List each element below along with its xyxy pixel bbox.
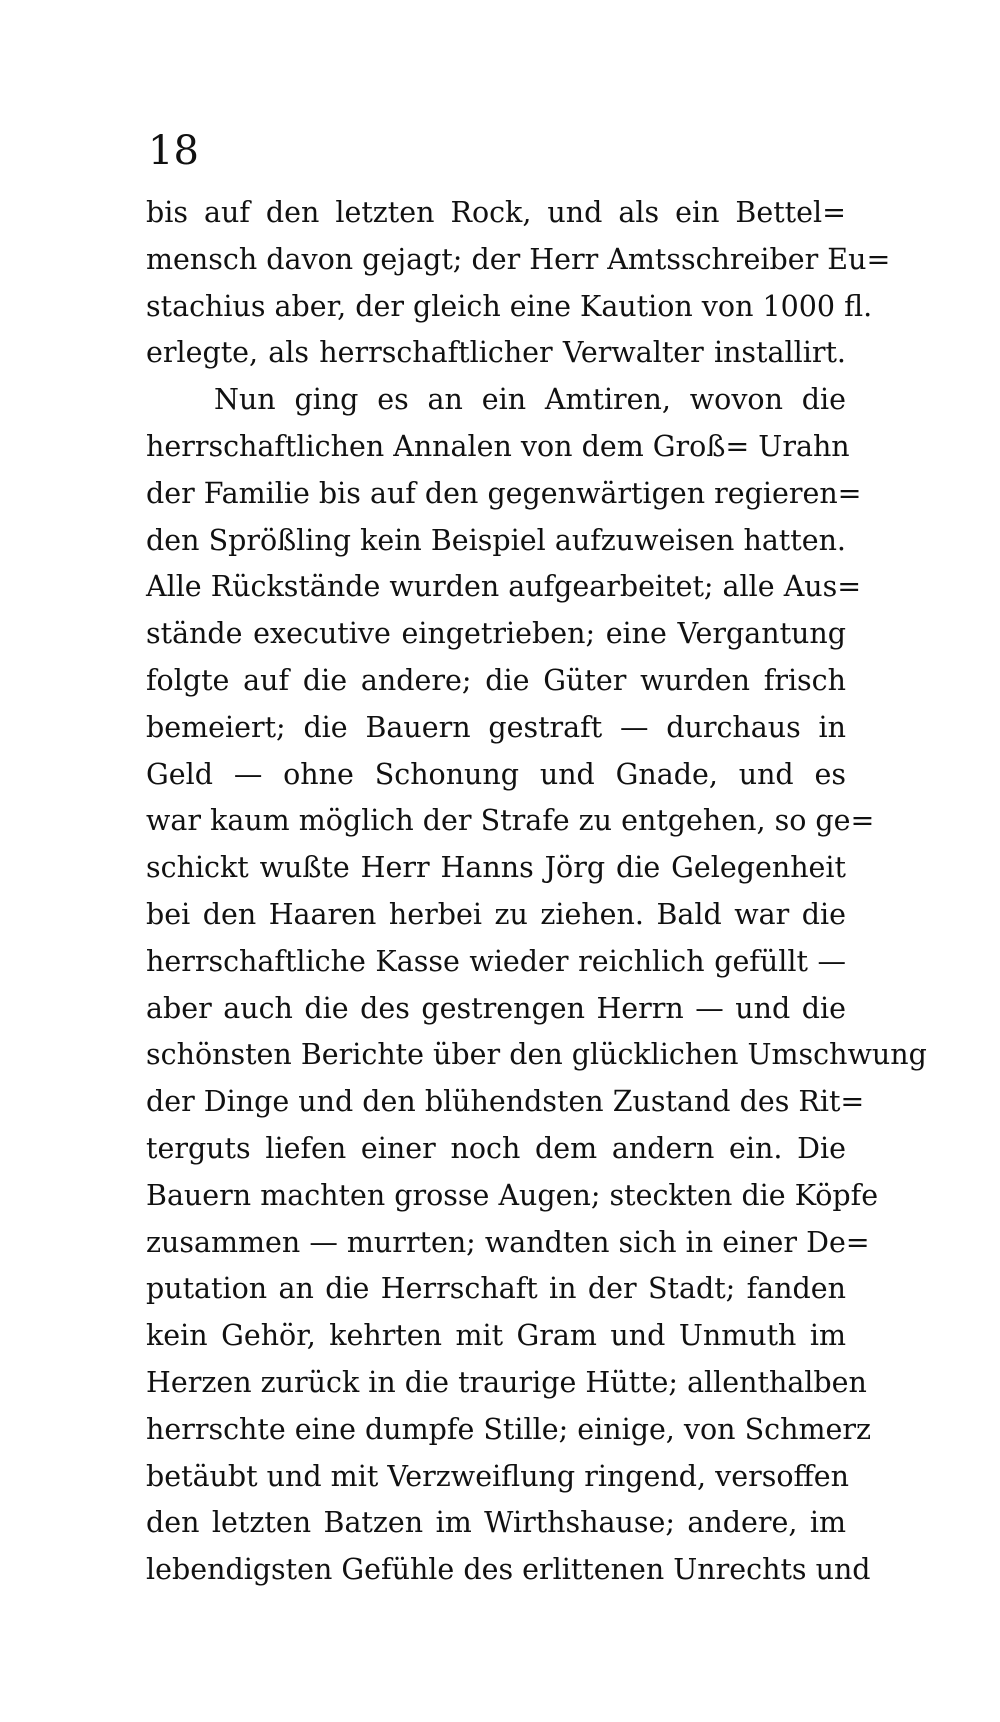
text-line: erlegte, als herrschaftlicher Verwalter installirt. [146, 336, 846, 370]
text-line: aber auch die des gestrengen Herrn — und die [146, 991, 846, 1025]
text-line: den letzten Batzen im Wirthshause; andere, im [146, 1506, 846, 1540]
text-line: Geld — ohne Schonung und Gnade, und es [146, 757, 846, 791]
text-line: herrschaftliche Kasse wieder reichlich gefüllt — [146, 944, 846, 978]
text-line: zusammen — murrten; wandten sich in einer De= [146, 1225, 870, 1259]
text-line: Nun ging es an ein Amtiren, wovon die [214, 383, 846, 417]
text-line: terguts liefen einer noch dem andern ein. Die [146, 1131, 846, 1165]
text-line: stände executive eingetrieben; eine Vergantung [146, 617, 846, 651]
body-text [146, 190, 927, 1594]
text-line: war kaum möglich der Strafe zu entgehen, so ge= [146, 804, 875, 838]
text-line: Bauern machten grosse Augen; steckten die Köpfe [146, 1178, 879, 1212]
text-line: lebendigsten Gefühle des erlittenen Unrechts und [146, 1553, 871, 1587]
page-number: 18 [148, 128, 199, 174]
text-line: Alle Rückstände wurden aufgearbeitet; alle Aus= [146, 570, 862, 604]
text-line: Herzen zurück in die traurige Hütte; allenthalben [146, 1365, 867, 1399]
text-line: bis auf den letzten Rock, und als ein Bettel= [146, 196, 846, 229]
text-line: schickt wußte Herr Hanns Jörg die Gelegenheit [146, 851, 846, 885]
text-line: folgte auf die andere; die Güter wurden frisch [146, 663, 846, 697]
text-line: stachius aber, der gleich eine Kaution von 1000 fl. [146, 289, 873, 323]
text-line: bei den Haaren herbei zu ziehen. Bald war die [146, 897, 846, 931]
text-line: kein Gehör, kehrten mit Gram und Unmuth im [146, 1319, 846, 1353]
text-line: den Sprößling kein Beispiel aufzuweisen hatten. [146, 523, 846, 557]
text-line: betäubt und mit Verzweiflung ringend, versoffen [146, 1459, 849, 1493]
text-line: putation an die Herrschaft in der Stadt; fanden [146, 1272, 846, 1306]
text-line: herrschaftlichen Annalen von dem Groß= Urahn [146, 429, 850, 463]
text-line: der Familie bis auf den gegenwärtigen regieren= [146, 476, 862, 510]
text-line: schönsten Berichte über den glücklichen Umschwung [146, 1038, 927, 1072]
text-line: der Dinge und den blühendsten Zustand des Rit= [146, 1085, 865, 1119]
text-line: herrschte eine dumpfe Stille; einige, von Schmerz [146, 1412, 871, 1446]
text-line: mensch davon gejagt; der Herr Amtsschreiber Eu= [146, 242, 891, 276]
text-line: bemeiert; die Bauern gestraft — durchaus in [146, 710, 846, 744]
